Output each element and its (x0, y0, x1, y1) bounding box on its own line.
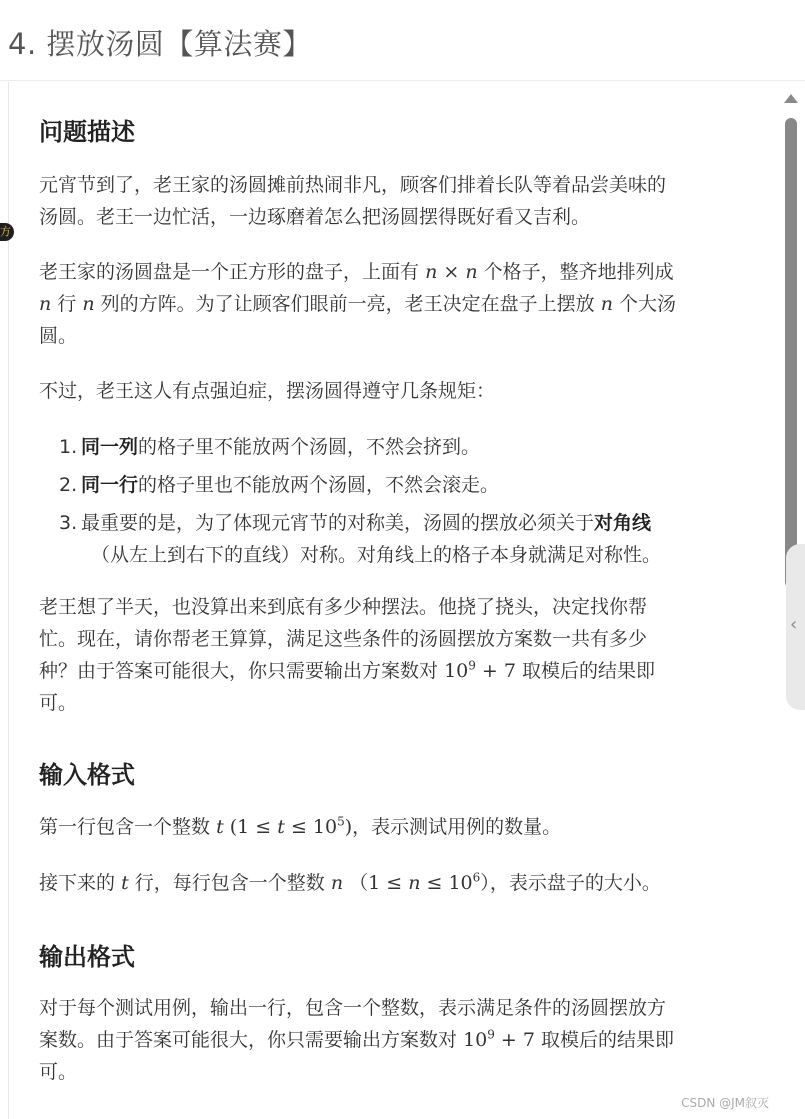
math-exponent: 6 (472, 870, 481, 885)
text: 个格子，整齐地排列成 (483, 261, 674, 283)
text: 取模后的结果即 (522, 660, 656, 682)
math-le: 1 ≤ (368, 872, 409, 894)
math-exponent: 5 (337, 814, 345, 829)
text: （从左上到右下的直线）对称。对角线上的格子本身就满足对称性。 (91, 544, 662, 566)
text-line (39, 867, 749, 899)
bold-text: 同一行 (81, 474, 139, 496)
math-ten: 10 (463, 1029, 488, 1051)
text: 个大汤 (619, 293, 677, 315)
side-badge-icon[interactable]: 方 (0, 223, 14, 241)
scrollbar-thumb[interactable] (785, 118, 797, 588)
text-line: 可。 (39, 1061, 78, 1083)
math-plus-seven: + 7 (494, 1029, 542, 1051)
math-le: ≤ (284, 816, 313, 838)
math-n: n (425, 261, 438, 283)
text-line (39, 811, 749, 843)
bold-text: 对角线 (594, 512, 652, 534)
text: 最重要的是，为了体现元宵节的对称美，汤圆的摆放必须关于 (81, 512, 595, 534)
title-bar (0, 0, 805, 81)
math-n: n (330, 872, 344, 894)
text-line: 汤圆。老王一边忙活，一边琢磨着怎么把汤圆摆得既好看又吉利。 (39, 206, 591, 228)
rules-list (59, 431, 749, 571)
math-modulus (463, 1029, 541, 1051)
text-line: 对于每个测试用例，输出一行，包含一个整数，表示满足条件的汤圆摆放方 (39, 997, 667, 1019)
text-line: 可。 (39, 692, 78, 714)
text-line (39, 1024, 749, 1056)
bold-text: 同一列 (81, 436, 139, 458)
math-le: ≤ (420, 872, 449, 894)
text-line: 圆。 (39, 325, 78, 347)
triangle-up-icon[interactable] (784, 94, 798, 103)
math-ten: 10 (448, 872, 473, 894)
math-t: t (121, 872, 129, 894)
description-paragraph-4 (39, 591, 749, 719)
text-line: 忙。现在，请你帮老王算算，满足这些条件的汤圆摆放方案数一共有多少 (39, 628, 648, 650)
section-heading-description: 问题描述 (39, 118, 135, 146)
text: ，表示测试用例的数量。 (352, 816, 562, 838)
text: 种？由于答案可能很大，你只需要输出方案数对 (39, 660, 439, 682)
section-heading-output: 输出格式 (39, 943, 135, 971)
list-item (59, 431, 749, 463)
math-range: $(1 \le t \le 10^5)$ (229, 814, 353, 838)
output-paragraph (39, 992, 749, 1088)
math-ten: 10 (312, 816, 338, 838)
text-line (39, 256, 749, 288)
math-n: n (465, 261, 478, 283)
text: 行 (57, 293, 77, 315)
text-line: 老王想了半天，也没算出来到底有多少种摆法。他挠了挠头，决定找你帮 (39, 596, 648, 618)
text: 接下来的 (39, 872, 116, 894)
text-line: 元宵节到了，老王家的汤圆摊前热闹非凡，顾客们排着长队等着品尝美味的 (39, 174, 667, 196)
math-exponent: 9 (487, 1027, 495, 1042)
text: 取模后的结果即 (541, 1029, 675, 1051)
description-paragraph-3 (39, 375, 749, 407)
text-line (39, 655, 749, 687)
text: 的格子里不能放两个汤圆，不然会挤到。 (138, 436, 481, 458)
input-line-2 (39, 867, 749, 899)
math-plus-seven: + 7 (475, 660, 523, 682)
side-collapse-tab[interactable] (786, 544, 805, 710)
math-exponent: 9 (468, 658, 476, 673)
math-n: n (82, 293, 95, 315)
math-range: $(1 \le n \le 10^6)$ (349, 870, 490, 894)
math-n: n (600, 293, 613, 315)
text: ，表示盘子的大小。 (489, 872, 661, 894)
list-number: 1. (59, 436, 78, 458)
text: 列的方阵。为了让顾客们眼前一亮，老王决定在盘子上摆放 (100, 293, 595, 315)
math-modulus (444, 660, 522, 682)
list-number: 3. (59, 512, 78, 534)
math-times: × (437, 261, 466, 283)
text: 第一行包含一个整数 (39, 816, 211, 838)
text: 的格子里也不能放两个汤圆，不然会滚走。 (138, 474, 500, 496)
math-n: n (408, 872, 421, 894)
page-title: 4. 摆放汤圆【算法赛】 (8, 27, 312, 61)
math-t: t (216, 816, 224, 838)
watermark: CSDN @JM叙灭 (681, 1096, 769, 1110)
input-line-1 (39, 811, 749, 843)
text: 案数。由于答案可能很大，你只需要输出方案数对 (39, 1029, 458, 1051)
text-line (39, 288, 749, 320)
text: 老王家的汤圆盘是一个正方形的盘子，上面有 (39, 261, 420, 283)
math-ten: 10 (444, 660, 469, 682)
list-item (59, 507, 749, 571)
text-line: 不过，老王这人有点强迫症，摆汤圆得遵守几条规矩： (39, 380, 496, 402)
text: 行，每行包含一个整数 (134, 872, 325, 894)
section-heading-input: 输入格式 (39, 761, 135, 789)
math-n: n (39, 293, 52, 315)
list-item (59, 469, 749, 501)
math-le: 1 ≤ (237, 816, 278, 838)
list-number: 2. (59, 474, 78, 496)
description-paragraph-2 (39, 256, 749, 352)
description-paragraph-1 (39, 169, 749, 233)
chevron-left-icon: ‹ (790, 614, 798, 635)
math-t: t (277, 816, 285, 838)
